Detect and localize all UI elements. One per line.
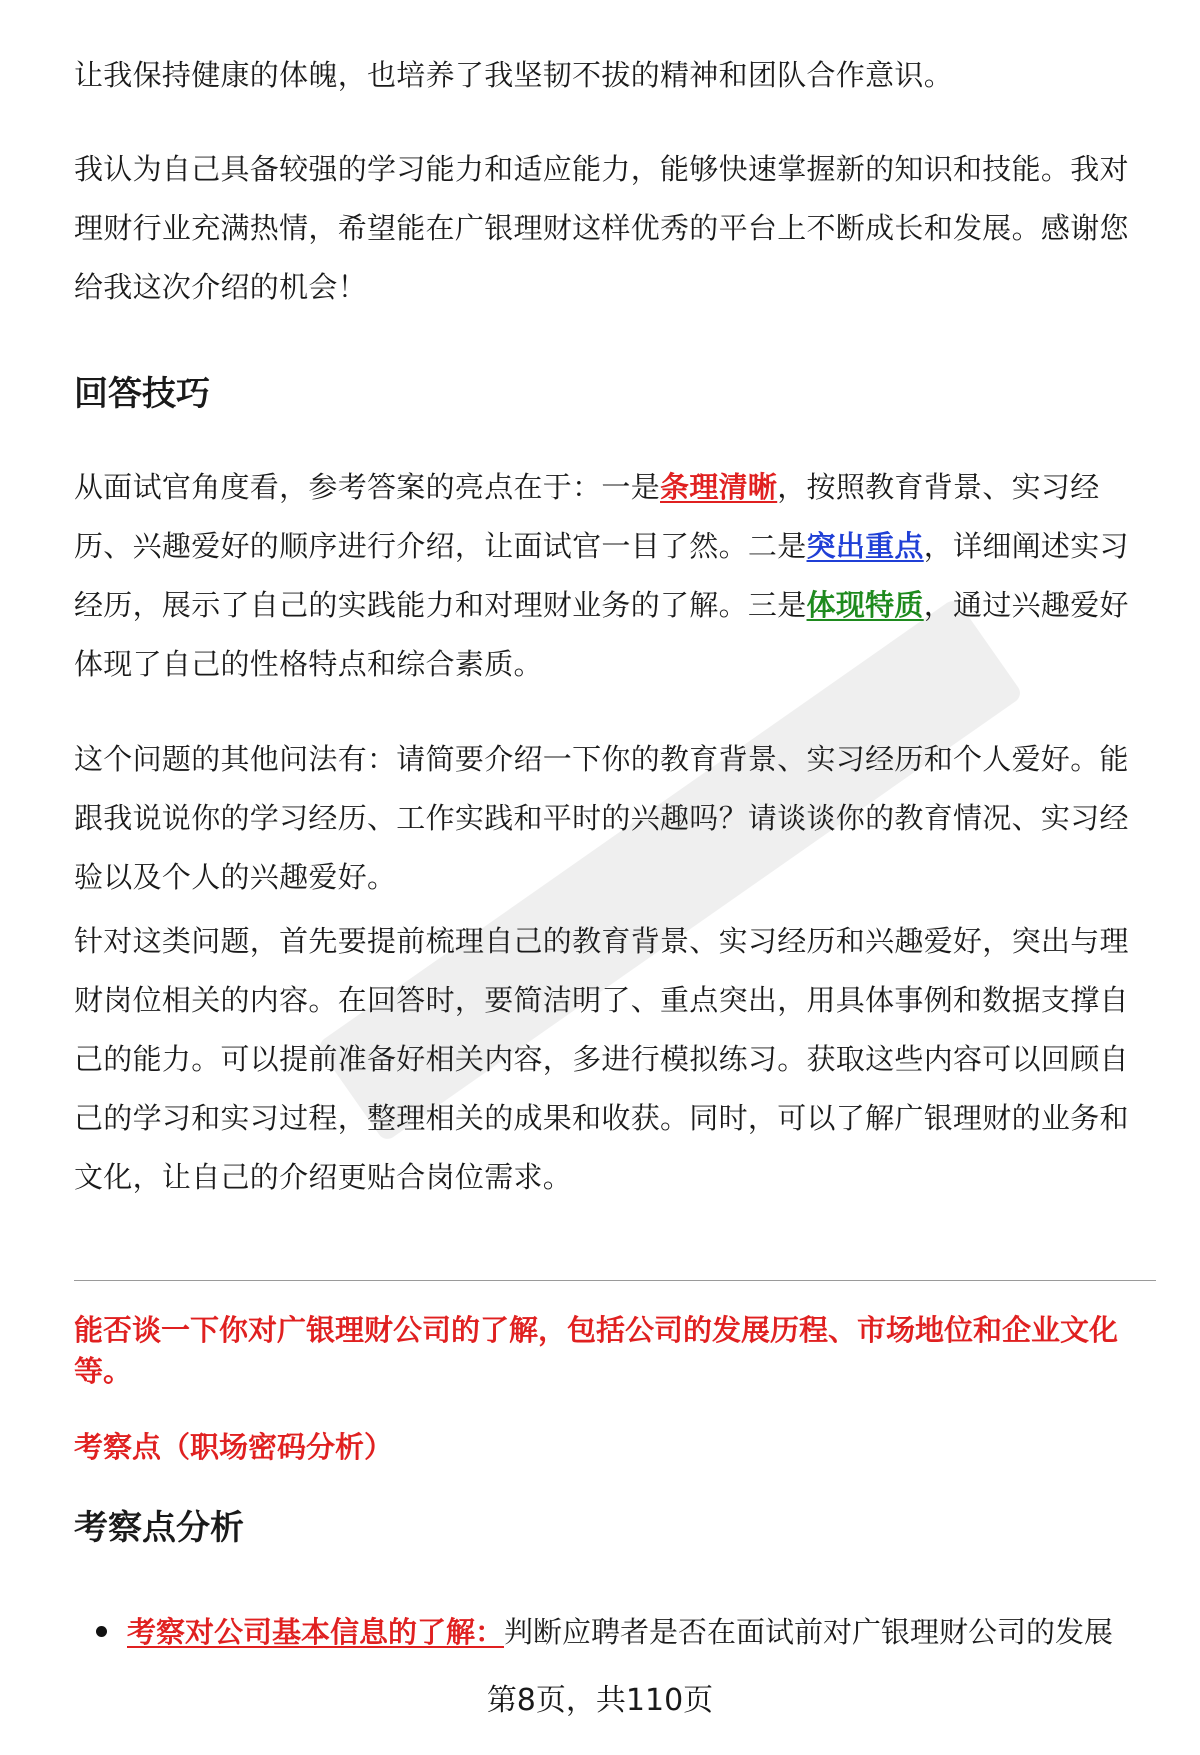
highlight-traits: 体现特质 xyxy=(806,588,924,622)
paragraph-answer-advice: 针对这类问题，首先要提前梳理自己的教育背景、实习经历和兴趣爱好，突出与理财岗位相关的内容。在回答时，要简洁明了、重点突出，用具体事例和数据支撑自己的能力。可以提前准备好相关内容，多进行模拟练习。获取这些内容可以回顾自己的学习和实习过程，整理相关的成果和收获。同时，可以了解广银理财的业务和文化，让自己的介绍更贴合岗位需求。 xyxy=(74,924,1129,1194)
section-heading-assessment-analysis: 考察点分析 xyxy=(74,1508,244,1548)
section-divider xyxy=(74,1280,1156,1281)
paragraph-1: 让我保持健康的体魄，也培养了我坚韧不拔的精神和团队合作意识。 xyxy=(74,58,954,92)
highlight-key-points: 突出重点 xyxy=(806,529,924,563)
bullet-icon xyxy=(96,1626,107,1637)
bullet-text: 判断应聘者是否在面试前对广银理财公司的发展 xyxy=(504,1615,1114,1649)
interview-question: 能否谈一下你对广银理财公司的了解，包括公司的发展历程、市场地位和企业文化等。 xyxy=(74,1313,1119,1388)
highlights-text-1: 从面试官角度看，参考答案的亮点在于：一是 xyxy=(74,470,661,504)
highlights-text-4: ，通过兴趣爱好体现了自己的性格特点和综合素质。 xyxy=(74,588,1129,681)
highlights-text-3: ，详细阐述实习经历，展示了自己的实践能力和对理财业务的了解。三是 xyxy=(74,529,1129,622)
section-heading-answer-tips: 回答技巧 xyxy=(74,374,210,414)
highlights-text-2: ，按照教育背景、实习经历、兴趣爱好的顺序进行介绍，让面试官一目了然。二是 xyxy=(74,470,1100,563)
highlight-clear-structure: 条理清晰 xyxy=(660,470,778,504)
list-item xyxy=(96,1612,1156,1652)
paragraph-alternative-questions: 这个问题的其他问法有：请简要介绍一下你的教育背景、实习经历和个人爱好。能跟我说说你的学习经历、工作实践和平时的兴趣吗？请谈谈你的教育情况、实习经验以及个人的兴趣爱好。 xyxy=(74,742,1129,894)
bullet-label: 考察对公司基本信息的了解： xyxy=(127,1615,505,1649)
assessment-subheading: 考察点（职场密码分析） xyxy=(74,1430,394,1464)
paragraph-2: 我认为自己具备较强的学习能力和适应能力，能够快速掌握新的知识和技能。我对理财行业充满热情，希望能在广银理财这样优秀的平台上不断成长和发展。感谢您给我这次介绍的机会！ xyxy=(74,152,1129,304)
paragraph-answer-highlights xyxy=(74,458,1154,694)
page-number-footer: 第8页，共110页 xyxy=(486,1683,714,1718)
